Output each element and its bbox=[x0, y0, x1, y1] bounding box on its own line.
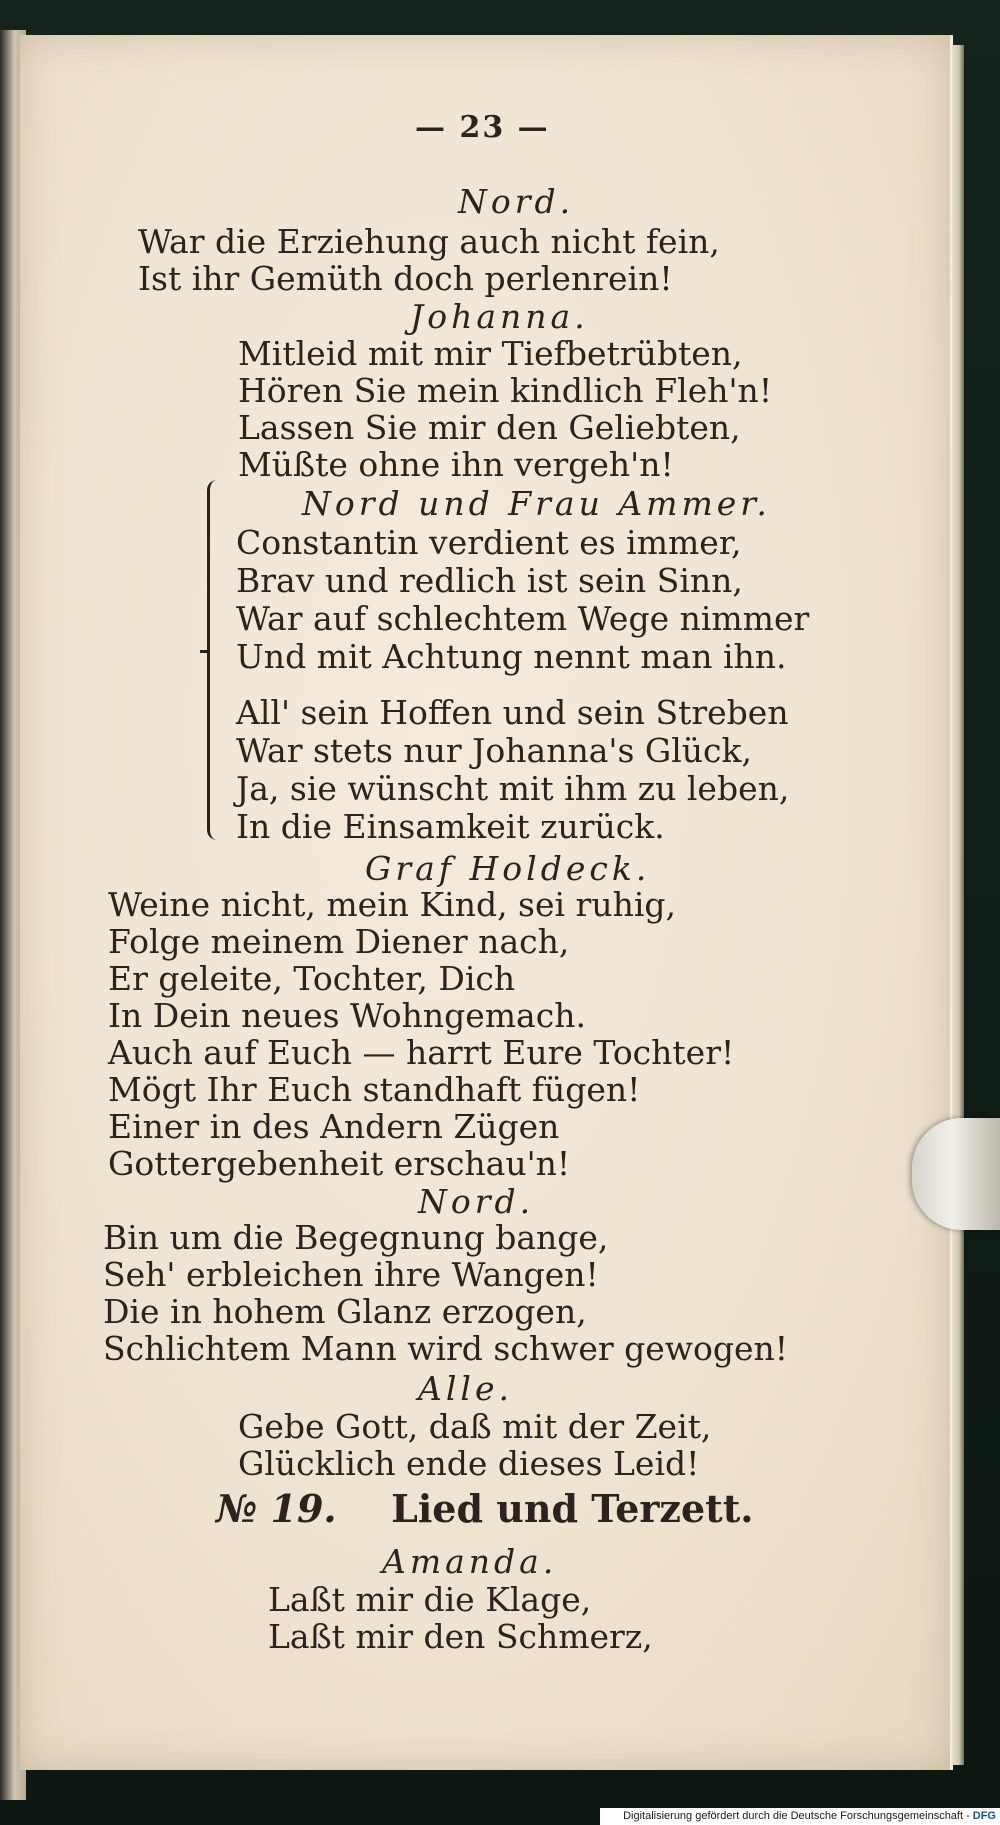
speaker-name: Nord. bbox=[458, 182, 575, 221]
verse-line: Gebe Gott, daß mit der Zeit, bbox=[238, 1407, 712, 1446]
verse-line: Laßt mir den Schmerz, bbox=[268, 1617, 653, 1656]
verse-line: Glücklich ende dieses Leid! bbox=[238, 1444, 700, 1483]
speaker-name: Johanna. bbox=[410, 297, 589, 336]
speaker-name: Nord. bbox=[418, 1182, 535, 1221]
verse-line: Er geleite, Tochter, Dich bbox=[108, 959, 516, 998]
verse-line: Und mit Achtung nennt man ihn. bbox=[236, 637, 787, 676]
verse-line: Mitleid mit mir Tiefbetrübten, bbox=[238, 334, 743, 373]
verse-line: All' sein Hoffen und sein Streben bbox=[236, 693, 789, 732]
verse-line: Auch auf Euch — harrt Eure Tochter! bbox=[108, 1033, 735, 1072]
section-title: Lied und Terzett. bbox=[391, 1486, 754, 1531]
verse-line: Ist ihr Gemüth doch perlenrein! bbox=[138, 259, 673, 298]
verse-line: Constantin verdient es immer, bbox=[236, 523, 742, 562]
verse-line: Gottergebenheit erschau'n! bbox=[108, 1144, 571, 1183]
verse-line: Die in hohem Glanz erzogen, bbox=[103, 1292, 587, 1331]
speaker-name: Alle. bbox=[418, 1369, 513, 1408]
digitization-credit bbox=[600, 1808, 1000, 1825]
page-number: — 23 — bbox=[415, 110, 550, 145]
verse-line: Brav und redlich ist sein Sinn, bbox=[236, 561, 743, 600]
verse-line: Bin um die Begegnung bange, bbox=[103, 1218, 609, 1257]
speaker-name: Nord und Frau Ammer. bbox=[302, 484, 771, 523]
verse-line: War stets nur Johanna's Glück, bbox=[236, 731, 753, 770]
verse-line: Müßte ohne ihn vergeh'n! bbox=[238, 445, 674, 484]
verse-line: In die Einsamkeit zurück. bbox=[236, 807, 665, 846]
speaker-name: Amanda. bbox=[382, 1542, 558, 1581]
verse-line: Hören Sie mein kindlich Fleh'n! bbox=[238, 371, 773, 410]
verse-line: Einer in des Andern Zügen bbox=[108, 1107, 560, 1146]
verse-line: Schlichtem Mann wird schwer gewogen! bbox=[103, 1329, 789, 1368]
verse-line: Laßt mir die Klage, bbox=[268, 1580, 592, 1619]
verse-line: Mögt Ihr Euch standhaft fügen! bbox=[108, 1070, 641, 1109]
credit-text: Digitalisierung gefördert durch die Deutsche Forschungsgemeinschaft - bbox=[623, 1810, 970, 1822]
brace-point bbox=[200, 650, 210, 653]
verse-line: War die Erziehung auch nicht fein, bbox=[138, 222, 720, 261]
section-number: № 19. bbox=[216, 1486, 337, 1531]
speaker-name: Graf Holdeck. bbox=[365, 849, 651, 888]
verse-line: Ja, sie wünscht mit ihm zu leben, bbox=[236, 769, 790, 808]
verse-line: Weine nicht, mein Kind, sei ruhig, bbox=[108, 885, 677, 924]
verse-line: Folge meinem Diener nach, bbox=[108, 922, 570, 961]
section-heading bbox=[216, 1486, 754, 1531]
verse-line: Seh' erbleichen ihre Wangen! bbox=[103, 1255, 599, 1294]
dfg-logo: DFG bbox=[972, 1810, 996, 1822]
verse-line: In Dein neues Wohngemach. bbox=[108, 996, 586, 1035]
verse-line: War auf schlechtem Wege nimmer bbox=[236, 599, 810, 638]
verse-line: Lassen Sie mir den Geliebten, bbox=[238, 408, 741, 447]
brace-bracket bbox=[207, 480, 224, 840]
